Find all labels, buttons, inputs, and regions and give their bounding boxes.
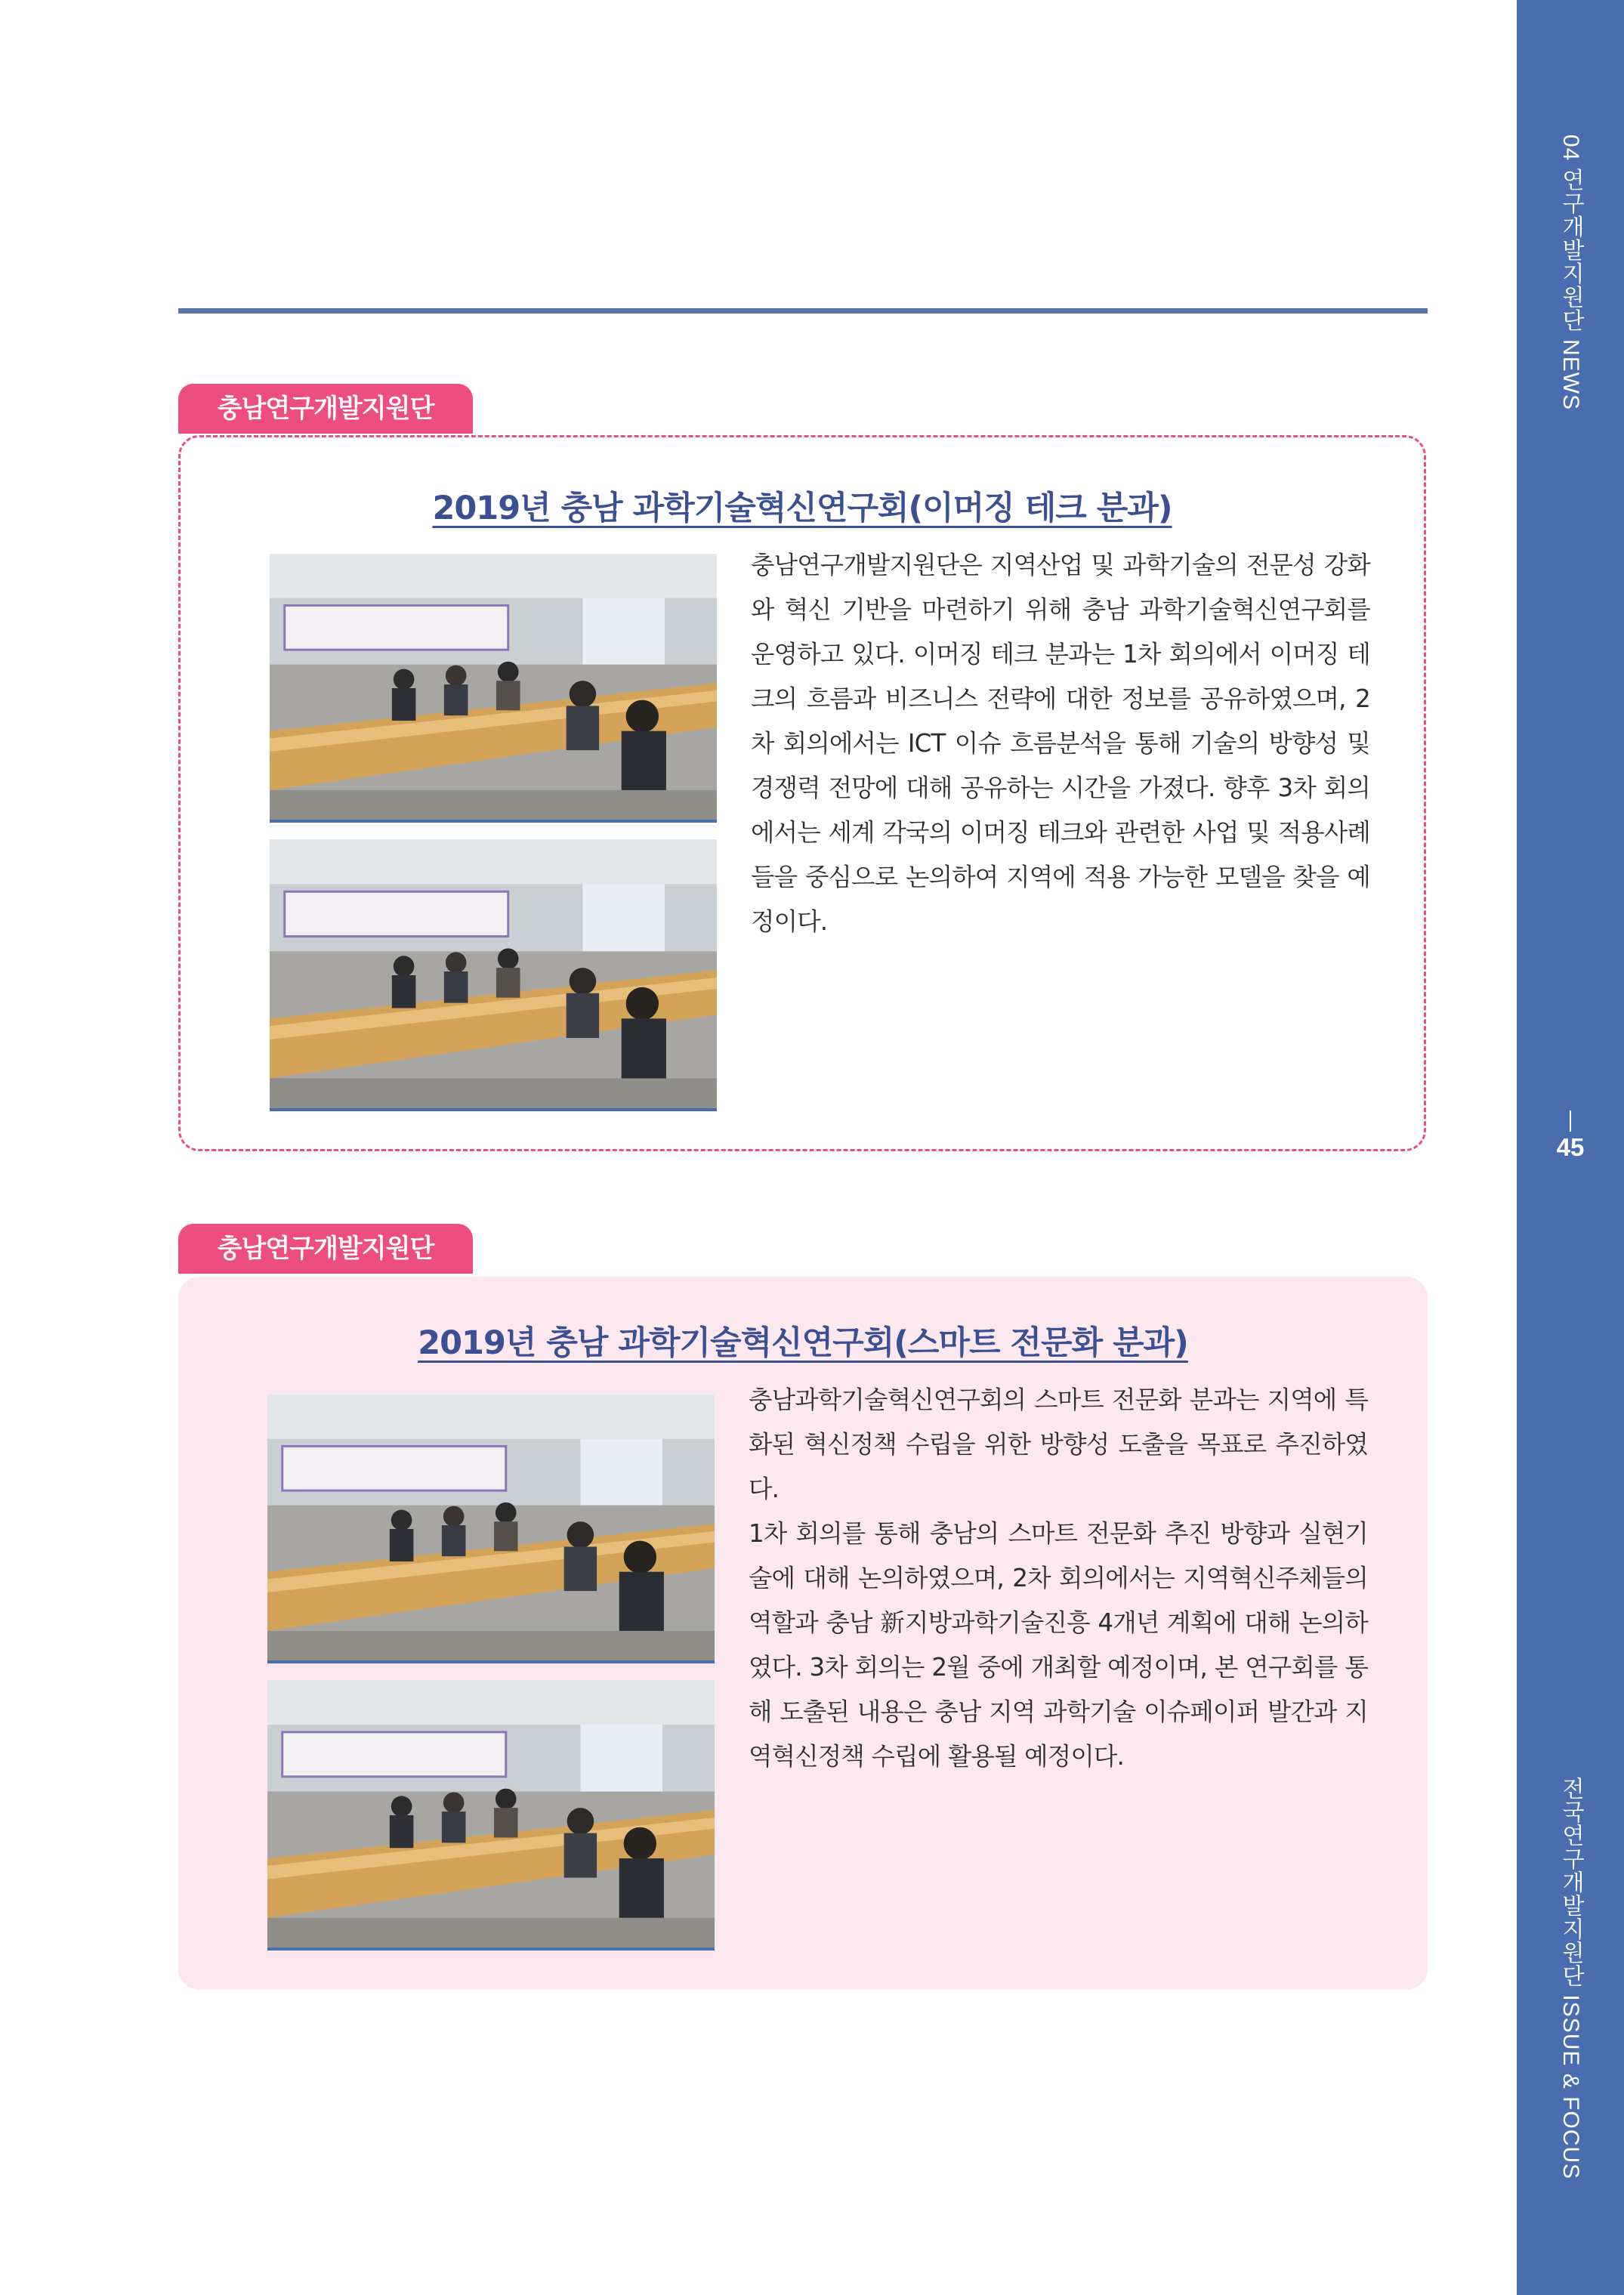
- article-box: [178, 435, 1426, 1151]
- meeting-photo: [270, 839, 717, 1111]
- top-rule: [178, 308, 1428, 314]
- meeting-photo: [270, 554, 717, 823]
- article-tag: 충남연구개발지원단: [178, 1224, 473, 1274]
- section-label-top: 04 연구개발지원단 NEWS: [1558, 134, 1583, 411]
- article-paragraph: 충남연구개발지원단은 지역산업 및 과학기술의 전문성 강화와 혁신 기반을 마련하기 위해 충남 과학기술혁신연구회를 운영하고 있다. 이머징 테크 분과는 1차 회의에서 이머징 테크의 흐름과 비즈니스 전략에 대한 정보를 공유하였으며, 2차 회의에서는 ICT 이슈 흐름분석을 통해 기술의 방향성 및 경쟁력 전망에 대해 공유하는 시간을 가졌다. 향후 3차 회의에서는 세계 각국의 이머징 테크와 관련한 사업 및 적용사례들을 중심으로 논의하여 지역에 적용 가능한 모델을 찾을 예정이다.: [751, 551, 1370, 936]
- section-label-bottom: 전국연구개발지원단 ISSUE & FOCUS: [1558, 1777, 1583, 2180]
- article-body: [749, 1378, 1368, 1779]
- article-paragraph: 충남과학기술혁신연구회의 스마트 전문화 분과는 지역에 특화된 혁신정책 수립을 위한 방향성 도출을 목표로 추진하였다.: [749, 1385, 1368, 1503]
- meeting-photo: [267, 1680, 715, 1951]
- article-body: [751, 543, 1370, 944]
- page-number-tick: [1570, 1110, 1571, 1132]
- page-number: 45: [1556, 1133, 1585, 1161]
- article-tag: 충남연구개발지원단: [178, 384, 473, 434]
- meeting-photo: [267, 1395, 715, 1663]
- article-paragraph: 1차 회의를 통해 충남의 스마트 전문화 추진 방향과 실현기술에 대해 논의하였으며, 2차 회의에서는 지역혁신주체들의 역할과 충남 新지방과학기술진흥 4개년 계획에 대해 논의하였다. 3차 회의는 2월 중에 개최할 예정이며, 본 연구회를 통해 도출된 내용은 충남 지역 과학기술 이슈페이퍼 발간과 지역혁신정책 수립에 활용될 예정이다.: [749, 1519, 1368, 1771]
- article-title: 2019년 충남 과학기술혁신연구회(스마트 전문화 분과): [418, 1324, 1188, 1362]
- article-box: [178, 1277, 1428, 1990]
- article-title: 2019년 충남 과학기술혁신연구회(이머징 테크 분과): [432, 490, 1172, 527]
- section-sidebar: [1517, 0, 1624, 2295]
